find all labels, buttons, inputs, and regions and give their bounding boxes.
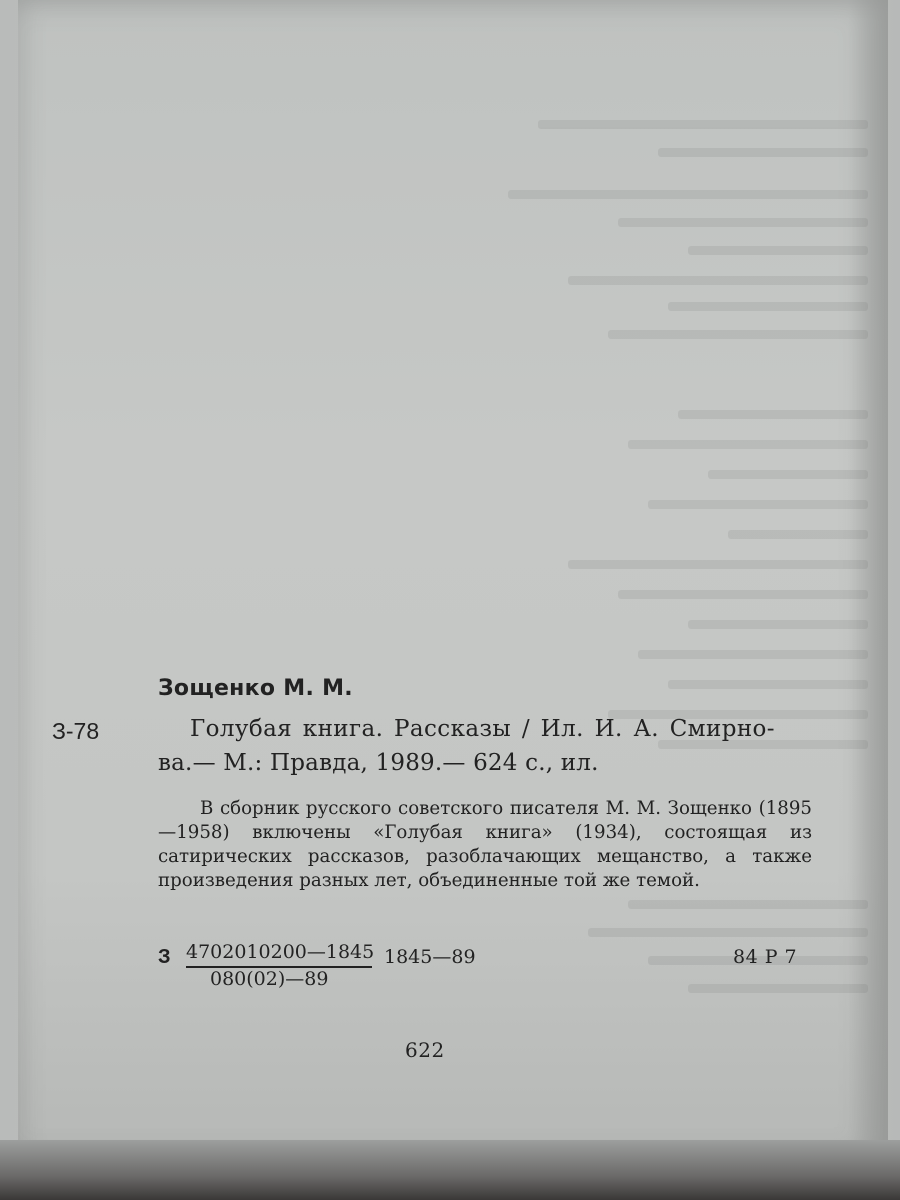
library-code: З-78 <box>52 718 100 744</box>
bleed-line <box>638 650 868 659</box>
title-line-1: Голубая книга. Рассказы / Ил. И. А. Смирно- <box>190 716 775 742</box>
bleed-line <box>668 302 868 311</box>
bleed-line <box>688 984 868 993</box>
bleed-line <box>508 190 868 199</box>
bleed-line <box>688 246 868 255</box>
bleed-line <box>568 560 868 569</box>
formula-numerator: 4702010200—1845 <box>186 941 375 963</box>
formula-denominator: 080(02)—89 <box>210 968 329 990</box>
formula-prefix: З <box>158 946 171 968</box>
annotation-paragraph <box>158 797 812 893</box>
author-name: Зощенко М. М. <box>158 676 353 701</box>
bleed-line <box>608 330 868 339</box>
bleed-line <box>648 500 868 509</box>
book-page <box>18 0 888 1160</box>
bleed-line <box>708 470 868 479</box>
bbk-code: 84 Р 7 <box>733 946 798 968</box>
bleed-line <box>618 590 868 599</box>
bleed-line <box>678 410 868 419</box>
title-line-2: ва.— М.: Правда, 1989.— 624 с., ил. <box>158 750 599 776</box>
bleed-line <box>618 218 868 227</box>
bleed-line <box>628 440 868 449</box>
bleed-line <box>668 680 868 689</box>
bleed-line <box>538 120 868 129</box>
bleed-line <box>728 530 868 539</box>
formula-suffix: 1845—89 <box>384 946 476 968</box>
bleed-line <box>568 276 868 285</box>
annotation-text: В сборник русского советского писателя М. М. Зощенко (1895—1958) включены «Голубая книга» (1934), состоящая из сатирических рассказов, разоблачающих мещанство, а также произведения разных лет, объединенные той же темой. <box>158 798 812 891</box>
bleed-line <box>658 148 868 157</box>
bleed-line <box>688 620 868 629</box>
bleed-line <box>628 900 868 909</box>
bleed-line <box>588 928 868 937</box>
page-number: 622 <box>405 1038 445 1062</box>
bottom-shadow <box>0 1140 900 1200</box>
